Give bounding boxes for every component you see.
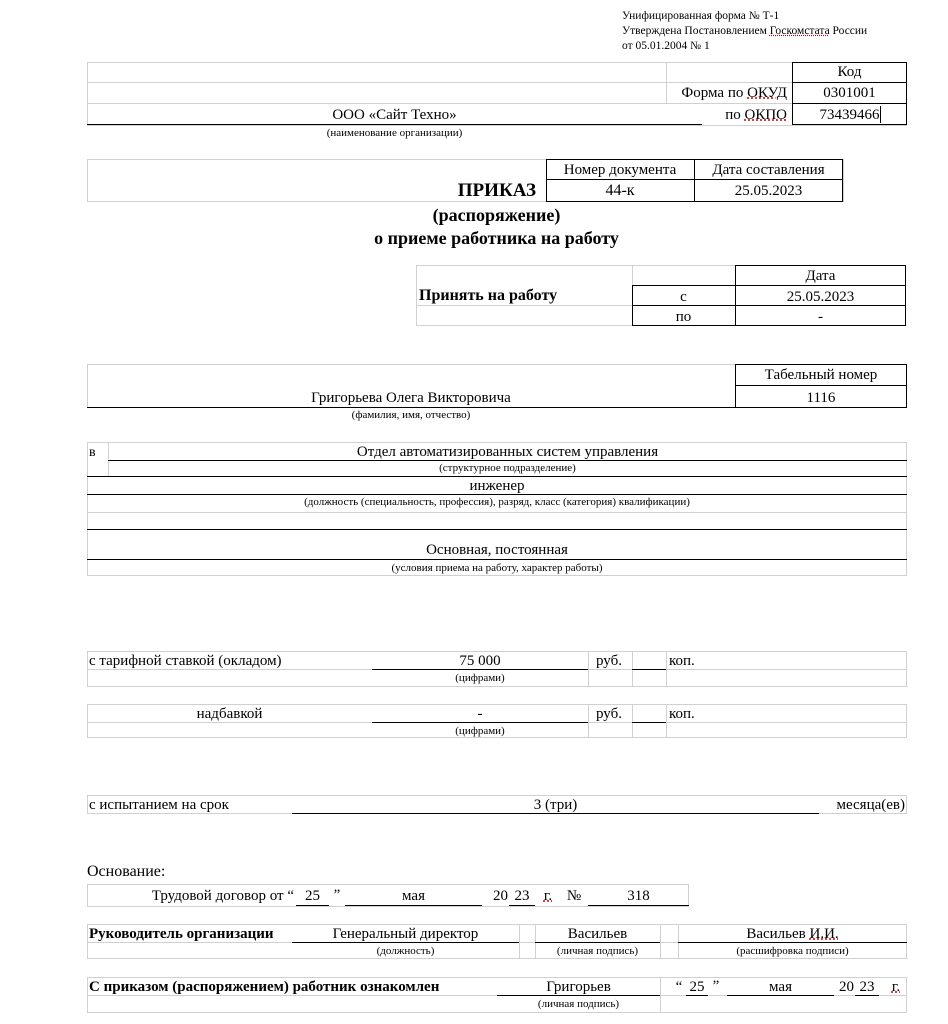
doc-number[interactable]: 44-к (605, 182, 635, 199)
russia-word: России (829, 25, 868, 37)
head-signature-caption: (личная подпись) (556, 945, 639, 957)
tab-line (735, 385, 907, 386)
employee-signature[interactable]: Григорьев (546, 979, 611, 995)
salary-kop-underline (632, 669, 666, 670)
grid-line (660, 977, 661, 1013)
tab-number-value[interactable]: 1116 (806, 390, 836, 406)
employee-name[interactable]: Григорьева Олега Викторовича (311, 390, 511, 406)
form-approval-line (622, 25, 867, 38)
conditions-underline (87, 559, 907, 560)
bonus-kop-underline (632, 722, 666, 723)
probation-label: с испытанием на срок (89, 797, 229, 813)
job-title-underline (87, 494, 907, 495)
head-decode-underline (678, 942, 907, 943)
employee-signature-caption: (личная подпись) (537, 998, 620, 1010)
okpo-abbr: ОКПО (744, 107, 787, 123)
basis-day[interactable]: 25 (305, 888, 320, 904)
grid-line (666, 651, 667, 687)
ack-year-underline (855, 995, 879, 996)
grid-line (87, 82, 792, 83)
organization-caption: (наименование организации) (326, 127, 463, 139)
conditions-caption: (условия приема на работу, характер работы) (391, 562, 603, 574)
text-cursor (880, 106, 881, 123)
hire-to-date[interactable]: - (818, 309, 823, 325)
hire-from-label: с (680, 289, 687, 305)
goskomstat-word: Госкомстата (769, 25, 830, 37)
doc-date[interactable]: 25.05.2023 (734, 183, 803, 199)
basis-year-prefix: 20 (493, 888, 508, 904)
basis-year-letter: г. (543, 888, 553, 904)
employee-caption: (фамилия, имя, отчество) (351, 409, 471, 421)
basis-number-underline (588, 905, 689, 906)
salary-rate-underline (372, 669, 588, 670)
ack-quote-open: “ (675, 979, 683, 995)
ack-year-letter: г. (891, 979, 901, 995)
basis-month[interactable]: мая (402, 888, 425, 904)
ack-month[interactable]: мая (769, 979, 792, 995)
organization-underline (87, 124, 702, 125)
salary-rub-label: руб. (596, 653, 622, 669)
salary-rate-label: с тарифной ставкой (окладом) (89, 653, 282, 669)
okud-value[interactable]: 0301001 (823, 85, 876, 101)
bonus-label: надбавкой (196, 706, 263, 722)
codes-line (792, 103, 907, 104)
approval-text: Утверждена Постановлением (622, 25, 770, 37)
tab-number-header: Табельный номер (764, 367, 878, 383)
employee-signature-underline (497, 995, 660, 996)
acquainted-label: С приказом (распоряжением) работник ознакомлен (89, 979, 440, 995)
grid-line (632, 704, 633, 738)
basis-contract-number[interactable]: 318 (627, 888, 650, 904)
head-position[interactable]: Генеральный директор (332, 926, 479, 942)
grid-line (87, 103, 792, 104)
basis-year-suffix[interactable]: 23 (514, 888, 530, 904)
decode-surname: Васильев (746, 926, 810, 942)
job-title-caption: (должность (специальность, профессия), разряд, класс (категория) квалификации) (304, 496, 690, 508)
grid-line (666, 704, 667, 738)
hire-from-date[interactable]: 25.05.2023 (786, 289, 855, 305)
grid-line (588, 651, 589, 687)
basis-day-underline (296, 905, 329, 906)
head-position-caption: (должность) (376, 945, 435, 957)
position-prefix: в (89, 445, 96, 460)
probation-unit (820, 796, 905, 814)
order-subtitle-1: (распоряжение) (432, 205, 561, 225)
department-name[interactable]: Отдел автоматизированных систем управления (356, 444, 659, 460)
okud-label (600, 84, 787, 102)
basis-year-underline (509, 905, 535, 906)
codes-line (792, 82, 907, 83)
department-caption: (структурное подразделение) (439, 462, 576, 474)
basis-number-sign: № (566, 888, 582, 904)
hire-label: Принять на работу (419, 287, 558, 304)
bonus-underline (372, 722, 588, 723)
basis-quote-close: ” (333, 887, 341, 903)
ack-day[interactable]: 25 (689, 979, 705, 995)
department-underline (108, 460, 907, 461)
form-date-line: от 05.01.2004 № 1 (622, 40, 710, 52)
head-signature[interactable]: Васильев (567, 926, 628, 942)
salary-rate-value[interactable]: 75 000 (459, 653, 501, 669)
salary-kop-label: коп. (669, 653, 695, 669)
okpo-prefix: по (725, 107, 745, 123)
probation-underline (292, 813, 819, 814)
grid-line (660, 924, 661, 959)
probation-value[interactable]: 3 (три) (533, 797, 578, 813)
bonus-digits-caption: (цифрами) (455, 725, 505, 737)
ack-month-underline (727, 995, 834, 996)
head-label: Руководитель организации (89, 926, 274, 942)
order-subtitle-2: о приеме работника на работу (374, 228, 619, 248)
kod-label: Код (837, 64, 862, 80)
grid-line (519, 924, 520, 959)
ack-year-prefix: 20 (839, 979, 854, 995)
basis-month-underline (345, 905, 482, 906)
basis-contract-prefix: Трудовой договор от “ (151, 888, 294, 904)
doc-number-header: Номер документа (563, 162, 677, 178)
position-line (87, 529, 907, 530)
organization-name[interactable]: ООО «Сайт Техно» (332, 107, 457, 123)
job-title[interactable]: инженер (469, 478, 525, 494)
head-decode-caption: (расшифровка подписи) (736, 945, 849, 957)
okpo-value[interactable]: 73439466 (819, 107, 880, 123)
basis-label: Основание: (87, 863, 166, 880)
order-title: ПРИКАЗ (457, 180, 536, 201)
decode-initials: И.И. (809, 926, 839, 942)
bonus-value[interactable]: - (477, 706, 483, 722)
grid-line (632, 265, 633, 286)
grid-line (588, 704, 589, 738)
hire-date-header: Дата (805, 268, 836, 284)
head-signature-decode[interactable] (678, 925, 907, 943)
employee-underline (87, 407, 735, 408)
hire-to-label: по (675, 309, 692, 325)
salary-digits-caption: (цифрами) (455, 672, 505, 684)
bonus-rub-label: руб. (596, 706, 622, 722)
ack-year-suffix[interactable]: 23 (859, 979, 875, 995)
bonus-kop-label: коп. (669, 706, 695, 722)
ack-quote-close: ” (712, 978, 720, 994)
head-signature-underline (535, 942, 660, 943)
probation-unit-text: месяца(ев) (836, 797, 905, 813)
ack-day-underline (686, 995, 708, 996)
doc-date-header: Дата составления (712, 162, 825, 178)
okud-prefix: Форма по (681, 85, 748, 101)
head-position-underline (292, 942, 519, 943)
grid-line (87, 512, 907, 513)
form-number-line: Унифицированная форма № Т-1 (622, 10, 780, 22)
okud-abbr: ОКУД (747, 85, 787, 101)
grid-line (416, 305, 633, 306)
employment-conditions[interactable]: Основная, постоянная (426, 542, 568, 558)
